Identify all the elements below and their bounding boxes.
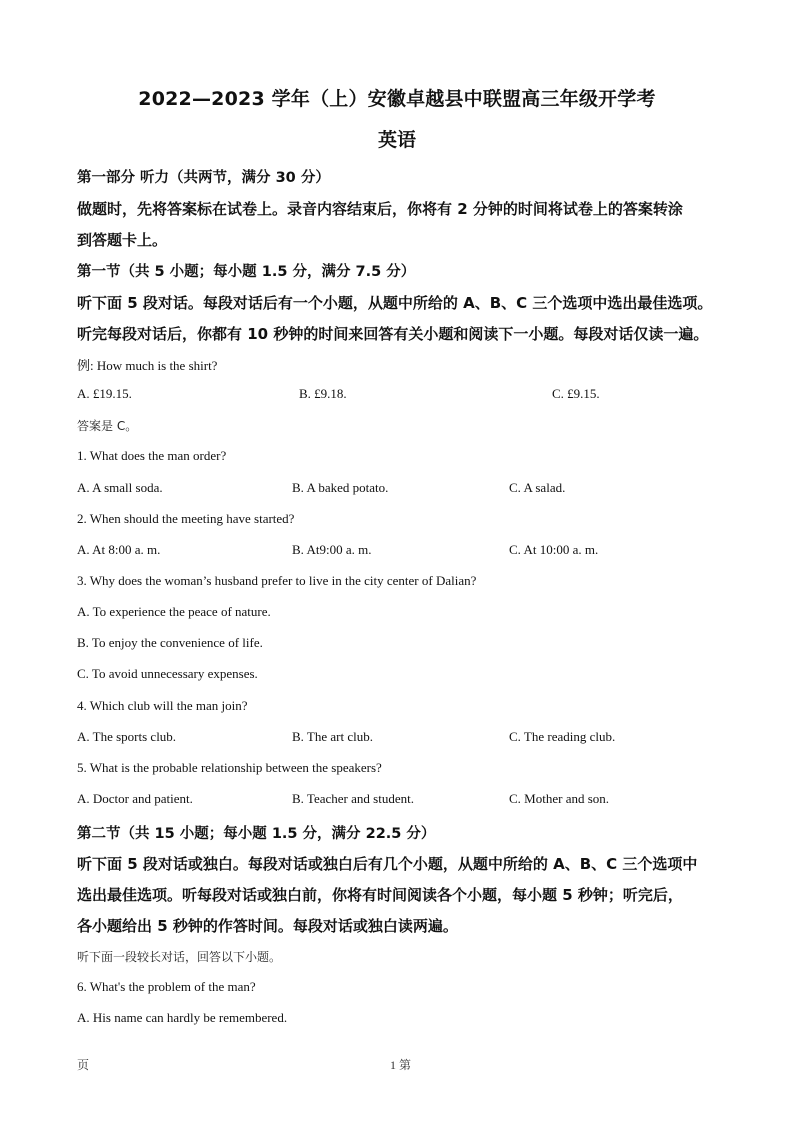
part1-heading: 第一部分 听力（共两节，满分 30 分） — [77, 170, 330, 186]
page-number: 1 第 — [390, 1058, 412, 1072]
subject-title: 英语 — [377, 129, 416, 151]
example-answer: 答案是 C。 — [77, 419, 138, 433]
question-5-options — [77, 791, 717, 809]
part1-instruction-1: 做题时，先将答案标在试卷上。录音内容结束后，你将有 2 分钟的时间将试卷上的答案转涂 — [77, 200, 683, 218]
example-option-c: C. £9.15. — [552, 386, 600, 401]
example-question: 例: How much is the shirt? — [77, 358, 218, 373]
section2-instruction-2: 选出最佳选项。听每段对话或独白前，你将有时间阅读各个小题，每小题 5 秒钟；听完后， — [77, 886, 683, 904]
section1-instruction-2: 听完每段对话后，你都有 10 秒钟的时间来回答有关小题和阅读下一小题。每段对话仅读一遍。 — [77, 325, 709, 343]
q2-option-c: C. At 10:00 a. m. — [509, 542, 599, 557]
question-2-options — [77, 542, 717, 560]
section1-instruction-1: 听下面 5 段对话。每段对话后有一个小题，从题中所给的 A、B、C 三个选项中选出最佳选项。 — [77, 294, 713, 312]
q4-option-a: A. The sports club. — [77, 729, 177, 744]
q3-option-a: A. To experience the peace of nature. — [77, 604, 271, 619]
section2-heading: 第二节（共 15 小题；每小题 1.5 分，满分 22.5 分） — [77, 826, 436, 842]
q5-option-a: A. Doctor and patient. — [77, 791, 193, 806]
q4-option-c: C. The reading club. — [509, 729, 616, 744]
q2-option-a: A. At 8:00 a. m. — [77, 542, 161, 557]
exam-title: 2022—2023 学年（上）安徽卓越县中联盟高三年级开学考 — [138, 88, 656, 110]
question-6: 6. What's the problem of the man? — [77, 979, 256, 994]
q1-option-b: B. A baked potato. — [292, 480, 389, 495]
q4-option-b: B. The art club. — [292, 729, 373, 744]
q6-option-a: A. His name can hardly be remembered. — [77, 1010, 288, 1025]
q1-option-a: A. A small soda. — [77, 480, 163, 495]
question-1: 1. What does the man order? — [77, 448, 227, 463]
section2-instruction-1: 听下面 5 段对话或独白。每段对话或独白后有几个小题，从题中所给的 A、B、C 三个选项中 — [77, 855, 698, 873]
example-option-a: A. £19.15. — [77, 386, 132, 401]
question-1-options — [77, 480, 717, 498]
question-2: 2. When should the meeting have started? — [77, 511, 295, 526]
section2-sub-instruction: 听下面一段较长对话，回答以下小题。 — [77, 950, 282, 964]
question-5: 5. What is the probable relationship between the speakers? — [77, 760, 382, 775]
question-4-options — [77, 729, 717, 747]
q2-option-b: B. At9:00 a. m. — [292, 542, 372, 557]
footer-left: 页 — [77, 1058, 90, 1072]
question-3: 3. Why does the woman’s husband prefer to live in the city center of Dalian? — [77, 573, 477, 588]
section1-heading: 第一节（共 5 小题；每小题 1.5 分，满分 7.5 分） — [77, 264, 416, 280]
example-options — [77, 386, 717, 404]
q3-option-c: C. To avoid unnecessary expenses. — [77, 666, 258, 681]
q5-option-b: B. Teacher and student. — [292, 791, 414, 806]
example-option-b: B. £9.18. — [299, 386, 347, 401]
section2-instruction-3: 各小题给出 5 秒钟的作答时间。每段对话或独白读两遍。 — [77, 917, 458, 935]
q1-option-c: C. A salad. — [509, 480, 566, 495]
q5-option-c: C. Mother and son. — [509, 791, 610, 806]
question-4: 4. Which club will the man join? — [77, 698, 248, 713]
q3-option-b: B. To enjoy the convenience of life. — [77, 635, 263, 650]
part1-instruction-2: 到答题卡上。 — [77, 231, 168, 249]
